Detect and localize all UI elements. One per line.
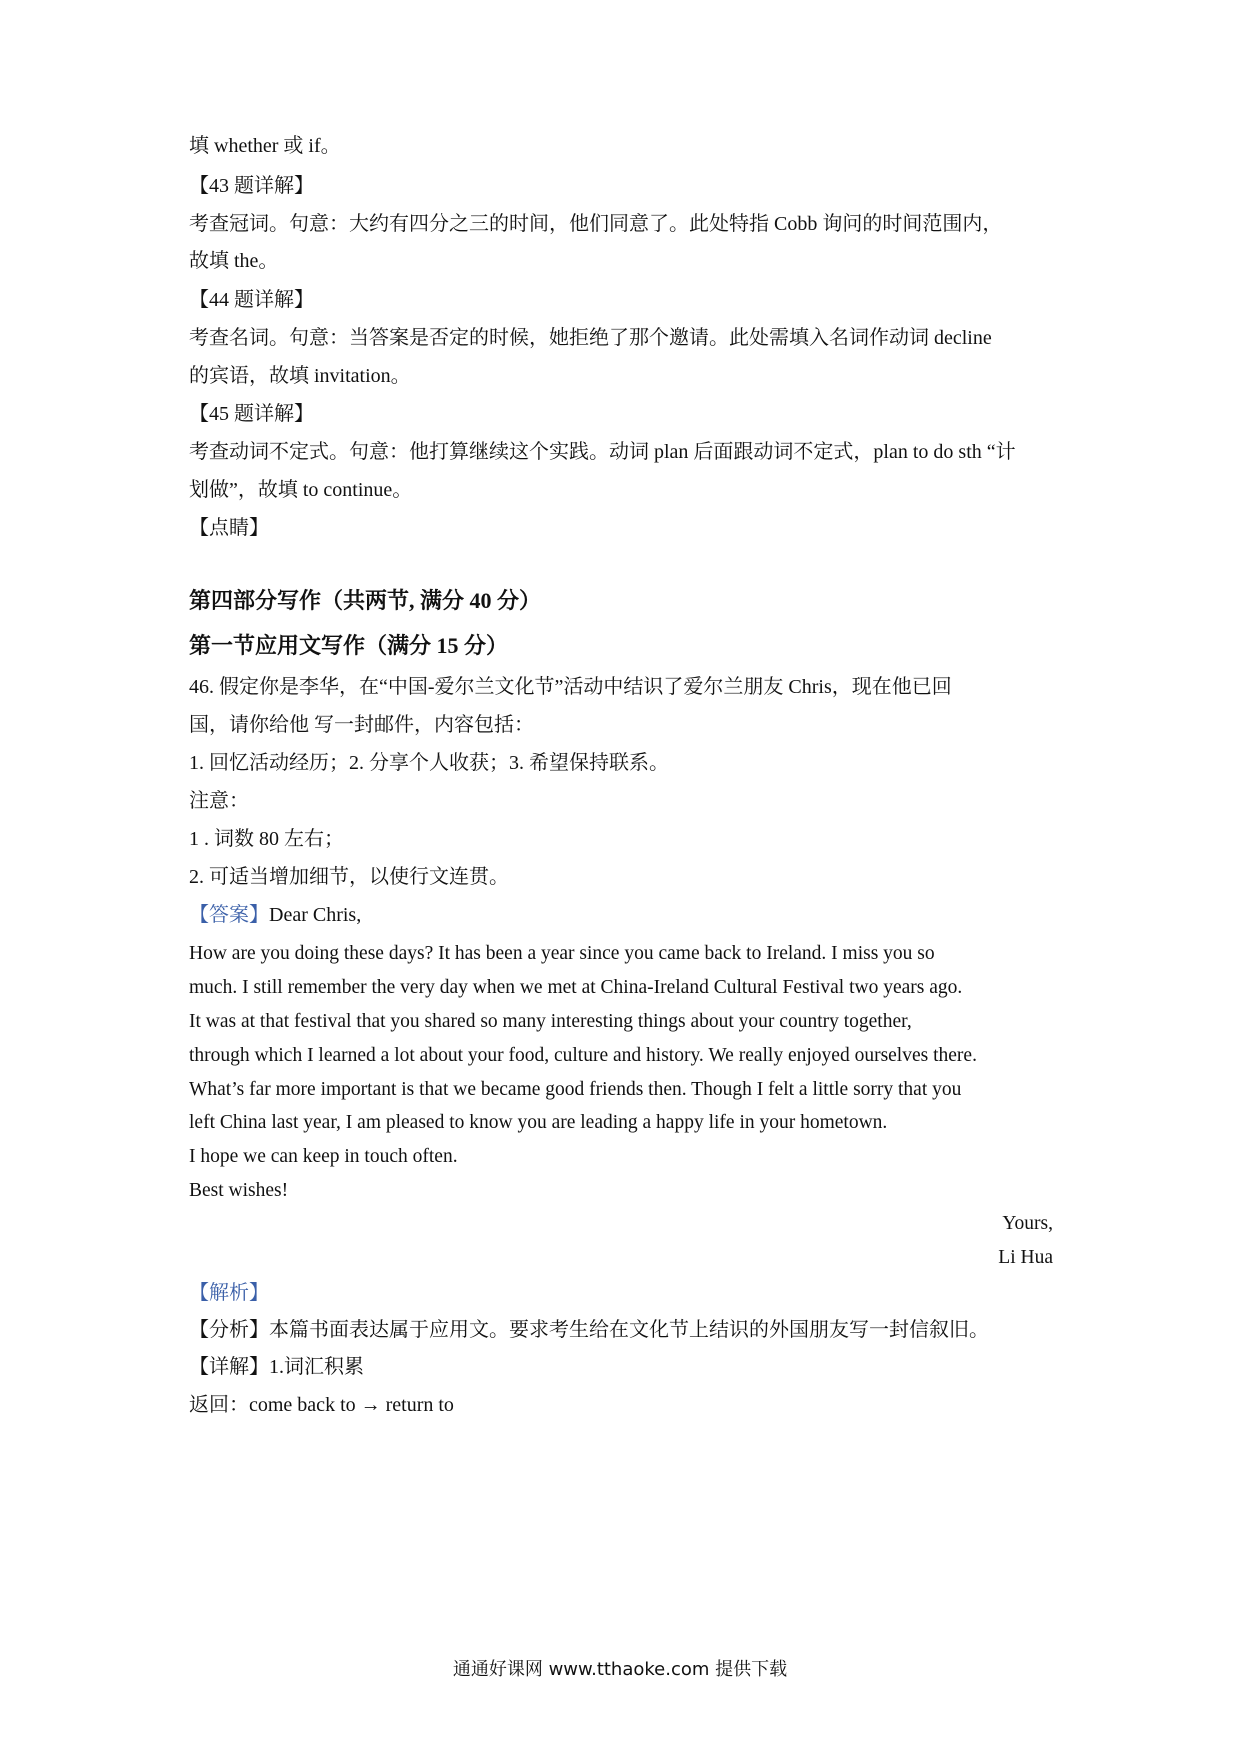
letter-signature: Li Hua <box>998 1247 1053 1268</box>
text-line: 考查冠词。句意：大约有四分之三的时间，他们同意了。此处特指 Cobb 询问的时间范围内， <box>189 213 1003 235</box>
text-line: 考查名词。句意：当答案是否定的时候，她拒绝了那个邀请。此处需填入名词作动词 decline <box>189 327 992 349</box>
detail-heading: 【详解】1.词汇积累 <box>189 1356 364 1378</box>
question-text: 1. 回忆活动经历；2. 分享个人收获；3. 希望保持联系。 <box>189 752 669 774</box>
part4-title: 第四部分写作（共两节, 满分 40 分） <box>189 588 542 613</box>
analysis-label: 【解析】 <box>189 1282 269 1304</box>
text-line: 的宾语，故填 invitation。 <box>189 365 411 387</box>
q45-heading: 【45 题详解】 <box>189 403 314 425</box>
q43-heading: 【43 题详解】 <box>189 175 314 197</box>
salutation: Dear Chris, <box>269 904 362 926</box>
essay-line: much. I still remember the very day when we met at China-Ireland Cultural Festival two years ago. <box>189 977 963 998</box>
text-line: 考查动词不定式。句意：他打算继续这个实践。动词 plan 后面跟动词不定式，plan to do sth “计 <box>189 441 1016 463</box>
essay-line: What’s far more important is that we became good friends then. Though I felt a little sorry that you <box>189 1079 962 1100</box>
essay-line: Best wishes! <box>189 1180 289 1201</box>
essay-line: How are you doing these days? It has been a year since you came back to Ireland. I miss you so <box>189 943 935 964</box>
text-line: 填 whether 或 if。 <box>189 135 341 157</box>
essay-line: left China last year, I am pleased to know you are leading a happy life in your hometown. <box>189 1112 888 1133</box>
q44-heading: 【44 题详解】 <box>189 289 314 311</box>
answer-line <box>189 901 361 929</box>
analysis-text: 【分析】本篇书面表达属于应用文。要求考生给在文化节上结识的外国朋友写一封信叙旧。 <box>189 1319 989 1341</box>
note-item: 1 . 词数 80 左右； <box>189 828 344 850</box>
section1-title: 第一节应用文写作（满分 15 分） <box>189 633 509 658</box>
page-footer: 通通好课网 www.tthaoke.com 提供下载 <box>452 1659 788 1680</box>
dianjing-heading: 【点睛】 <box>189 517 269 539</box>
vocab-item: 返回：come back to → return to <box>189 1394 454 1416</box>
note-item: 2. 可适当增加细节，以使行文连贯。 <box>189 866 509 888</box>
question-text: 国，请你给他 写一封邮件，内容包括： <box>189 714 534 736</box>
letter-closing: Yours, <box>1002 1213 1053 1234</box>
answer-label: 【答案】 <box>189 904 269 926</box>
essay-line: I hope we can keep in touch often. <box>189 1146 458 1167</box>
essay-line: It was at that festival that you shared so many interesting things about your country together, <box>189 1011 912 1032</box>
question-text: 46. 假定你是李华，在“中国-爱尔兰文化节”活动中结识了爱尔兰朋友 Chris，现在他已回 <box>189 676 952 698</box>
text-line: 划做”，故填 to continue。 <box>189 479 413 501</box>
note-label: 注意： <box>189 790 249 812</box>
text-line: 故填 the。 <box>189 250 279 272</box>
essay-line: through which I learned a lot about your food, culture and history. We really enjoyed ourselves there. <box>189 1045 977 1066</box>
